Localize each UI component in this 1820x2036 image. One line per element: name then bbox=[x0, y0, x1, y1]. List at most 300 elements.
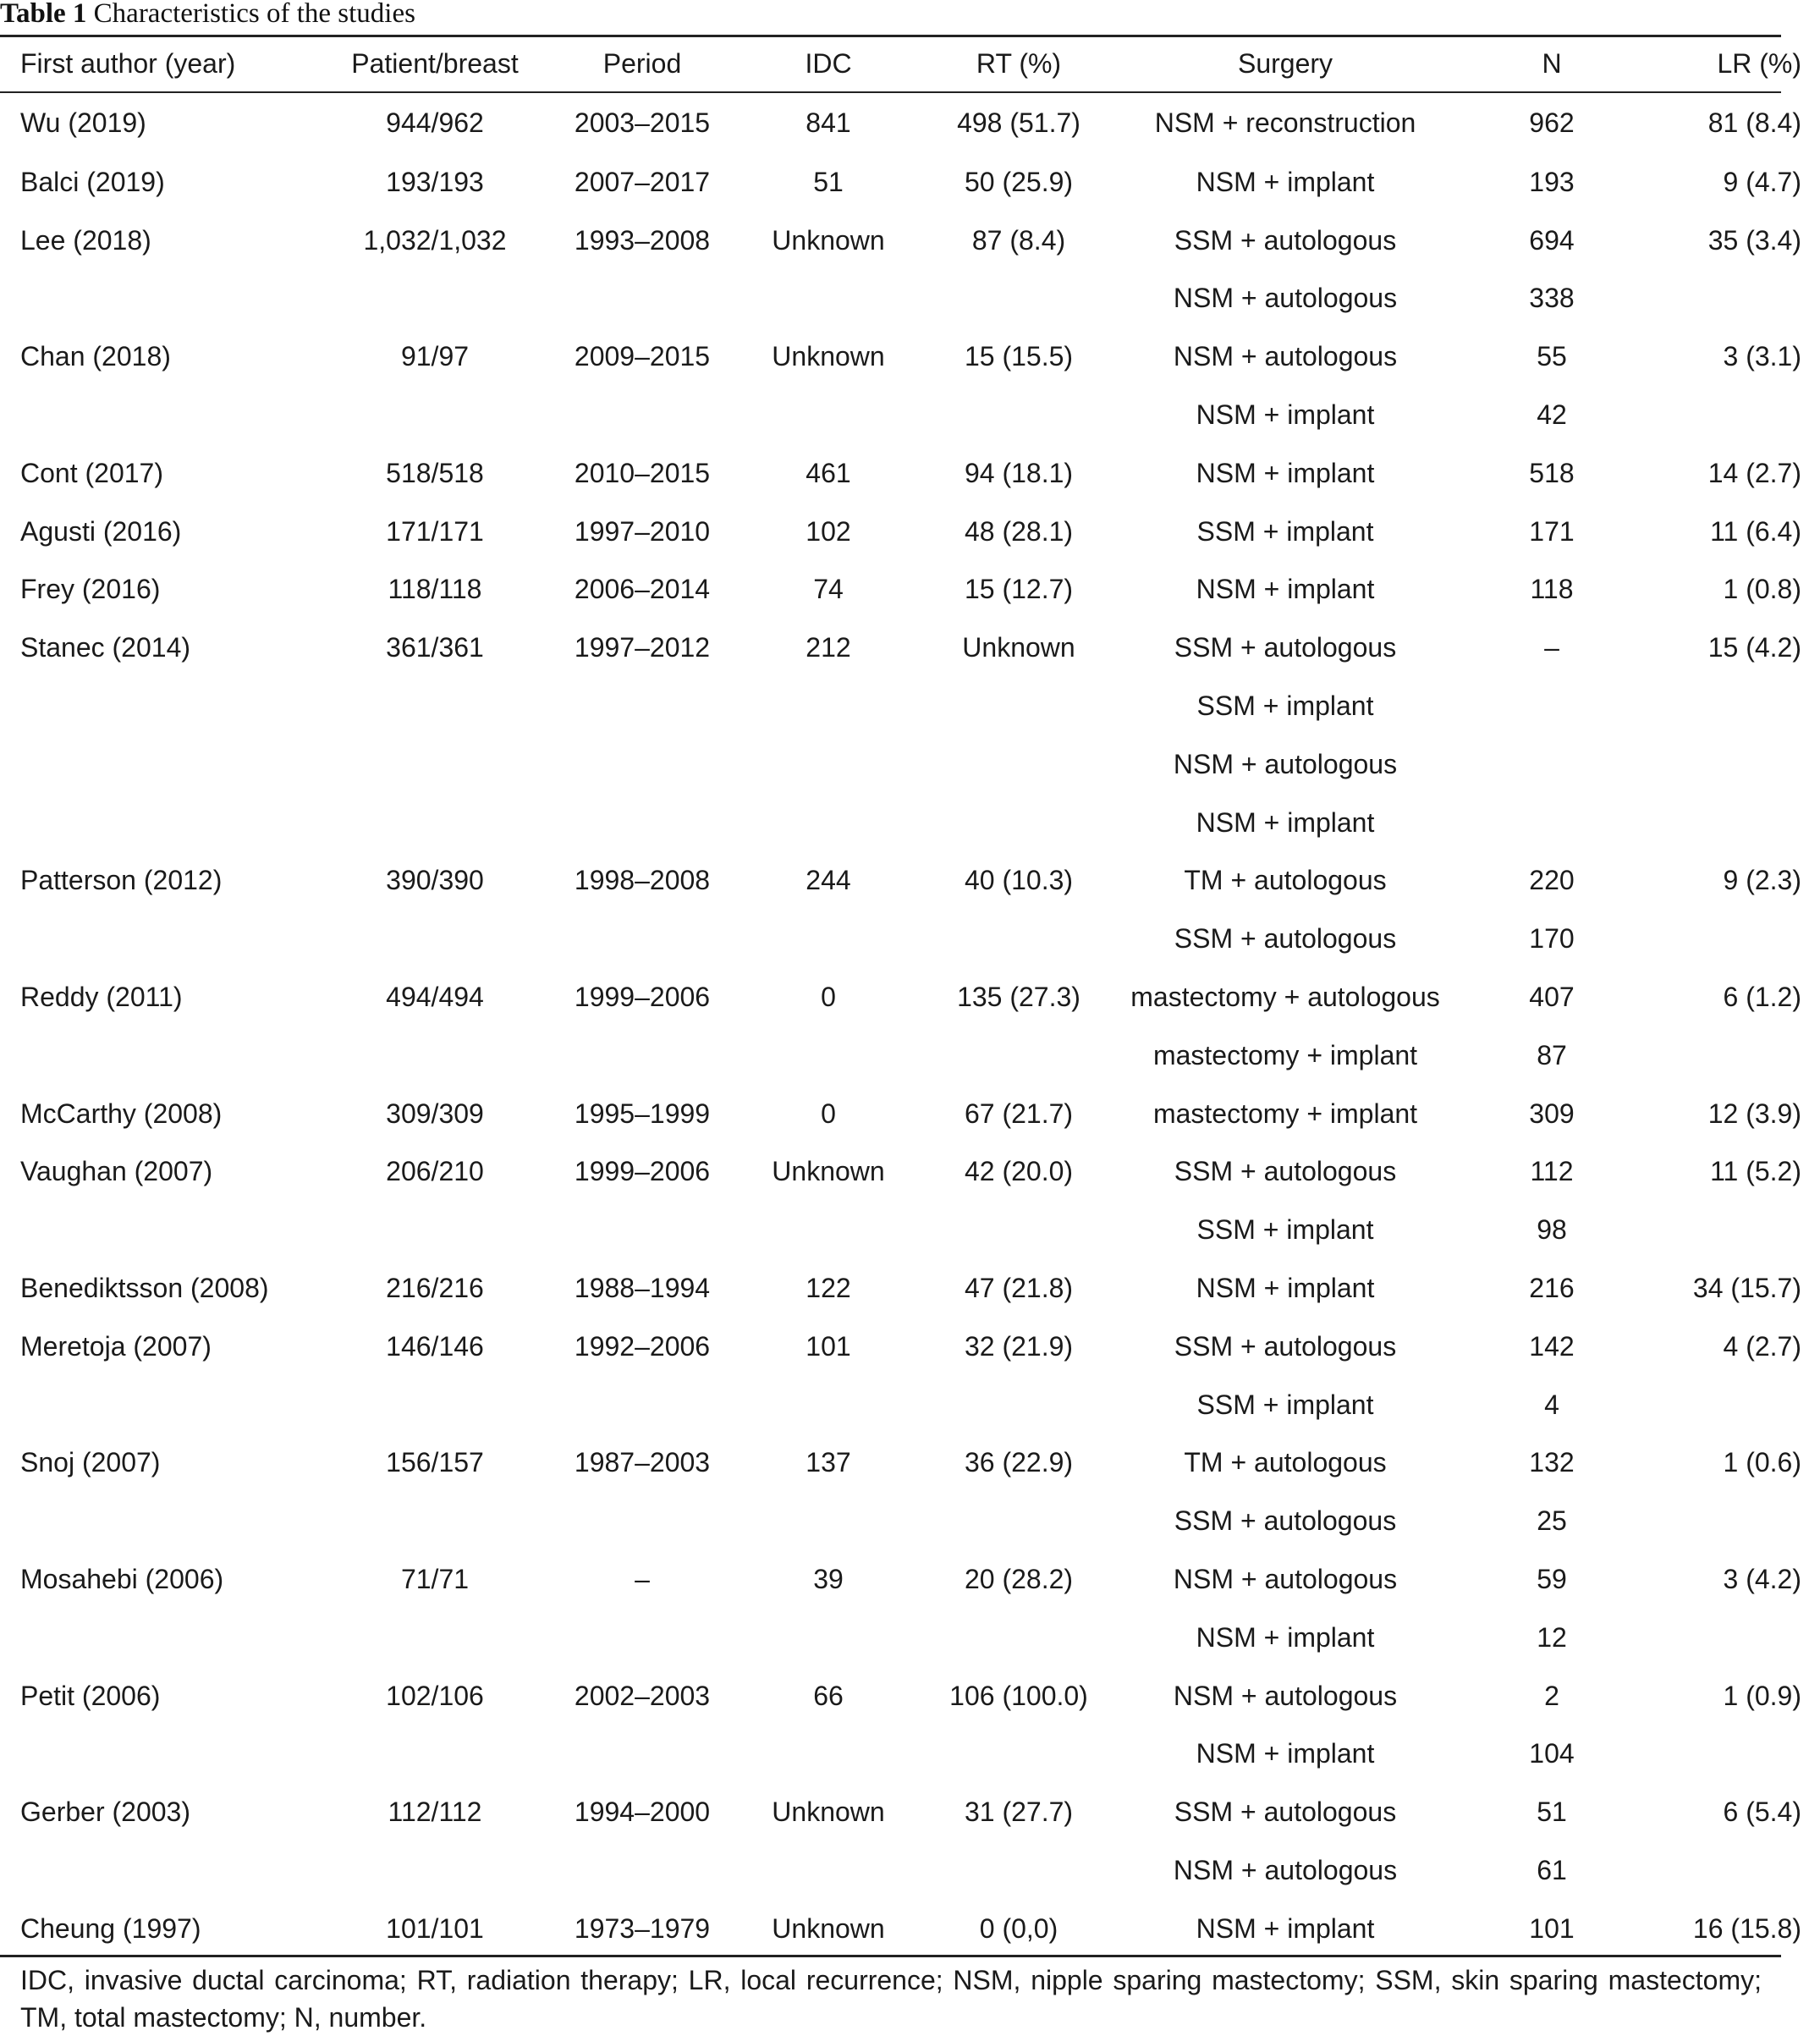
cell-surgery: SSM + implant bbox=[1196, 1389, 1374, 1420]
cell-rt bbox=[934, 794, 1103, 852]
cell-idc bbox=[723, 910, 934, 968]
cell-rt bbox=[934, 386, 1103, 444]
table-footnote: IDC, invasive ductal carcinoma; RT, radiation therapy; LR, local recurrence; NSM, nipple sparing mastectomy; SSM, skin sparing mastectomy; TM, total mastectomy; N, number. bbox=[20, 1965, 1762, 2033]
cell-lr bbox=[1636, 735, 1820, 794]
cell-patient-breast: 309/309 bbox=[386, 1098, 484, 1129]
cell-idc: Unknown bbox=[772, 1156, 885, 1187]
cell-period bbox=[562, 1841, 723, 1900]
cell-lr: 6 (5.4) bbox=[1723, 1797, 1801, 1828]
cell-lr: 16 (15.8) bbox=[1692, 1912, 1801, 1944]
cell-surgery: mastectomy + implant bbox=[1152, 1098, 1418, 1129]
cell-first-author: Lee (2018) bbox=[20, 224, 151, 256]
column-header-period: Period bbox=[602, 48, 682, 79]
cell-idc: Unknown bbox=[772, 1797, 885, 1828]
cell-n: 2 bbox=[1544, 1680, 1559, 1711]
cell-period bbox=[562, 1376, 723, 1434]
table-row bbox=[0, 153, 1820, 212]
cell-lr: 9 (2.3) bbox=[1723, 865, 1801, 896]
cell-period: 2002–2003 bbox=[574, 1680, 711, 1711]
cell-patient-breast: 171/171 bbox=[386, 515, 484, 547]
table-row bbox=[0, 968, 1820, 1026]
cell-lr: 6 (1.2) bbox=[1723, 982, 1801, 1013]
cell-idc bbox=[723, 677, 934, 735]
cell-rt: 87 (8.4) bbox=[971, 224, 1066, 256]
cell-n: 25 bbox=[1537, 1505, 1567, 1537]
cell-patient-breast: 206/210 bbox=[386, 1156, 484, 1187]
table-header-row bbox=[0, 36, 1820, 92]
cell-period: 1999–2006 bbox=[574, 982, 711, 1013]
cell-patient-breast: 193/193 bbox=[386, 166, 484, 197]
cell-lr: 9 (4.7) bbox=[1723, 166, 1801, 197]
column-header-surgery: Surgery bbox=[1237, 48, 1333, 79]
cell-surgery: SSM + autologous bbox=[1174, 1505, 1397, 1537]
cell-idc: 137 bbox=[806, 1447, 851, 1478]
column-header-n: N bbox=[1542, 48, 1562, 79]
table-row bbox=[0, 503, 1820, 561]
cell-first-author: Benediktsson (2008) bbox=[20, 1273, 269, 1304]
cell-patient-breast bbox=[308, 1201, 562, 1259]
table-row bbox=[0, 386, 1820, 444]
cell-rt: 48 (28.1) bbox=[964, 515, 1074, 547]
cell-surgery: NSM + implant bbox=[1196, 806, 1375, 838]
cell-rt: 0 (0,0) bbox=[979, 1912, 1058, 1944]
table-row bbox=[0, 1026, 1820, 1085]
cell-lr: 34 (15.7) bbox=[1692, 1273, 1801, 1304]
cell-period bbox=[562, 677, 723, 735]
cell-first-author bbox=[0, 386, 308, 444]
cell-period bbox=[562, 1201, 723, 1259]
table-row bbox=[0, 1900, 1820, 1958]
cell-n: 101 bbox=[1529, 1912, 1575, 1944]
cell-n: 962 bbox=[1529, 107, 1575, 138]
cell-rt: 47 (21.8) bbox=[964, 1273, 1074, 1304]
cell-surgery: NSM + implant bbox=[1196, 1273, 1375, 1304]
cell-surgery: SSM + autologous bbox=[1174, 632, 1397, 663]
column-header-patient-breast: Patient/breast bbox=[351, 48, 519, 79]
cell-lr bbox=[1636, 270, 1820, 328]
cell-period: 1994–2000 bbox=[574, 1797, 711, 1828]
cell-idc: 39 bbox=[813, 1564, 844, 1595]
cell-patient-breast: 944/962 bbox=[386, 107, 484, 138]
cell-n: 338 bbox=[1529, 283, 1575, 314]
cell-n: 59 bbox=[1537, 1564, 1567, 1595]
cell-patient-breast: 156/157 bbox=[386, 1447, 484, 1478]
cell-patient-breast: 101/101 bbox=[386, 1912, 484, 1944]
cell-rt bbox=[934, 910, 1103, 968]
cell-first-author: Petit (2006) bbox=[20, 1680, 161, 1711]
cell-idc: 0 bbox=[821, 1098, 836, 1129]
cell-first-author bbox=[0, 1492, 308, 1550]
cell-n: 87 bbox=[1537, 1039, 1567, 1070]
table-row bbox=[0, 561, 1820, 619]
cell-n bbox=[1467, 677, 1636, 735]
cell-idc: 0 bbox=[821, 982, 836, 1013]
table-row bbox=[0, 852, 1820, 911]
cell-patient-breast: 102/106 bbox=[386, 1680, 484, 1711]
cell-n: 142 bbox=[1529, 1330, 1575, 1362]
cell-patient-breast bbox=[308, 270, 562, 328]
cell-surgery: SSM + autologous bbox=[1174, 1156, 1397, 1187]
cell-rt: 31 (27.7) bbox=[964, 1797, 1074, 1828]
cell-period: 1988–1994 bbox=[574, 1273, 711, 1304]
cell-lr bbox=[1636, 1841, 1820, 1900]
cell-first-author: Meretoja (2007) bbox=[20, 1330, 212, 1362]
cell-n: 55 bbox=[1537, 341, 1567, 372]
cell-first-author bbox=[0, 1201, 308, 1259]
cell-period bbox=[562, 910, 723, 968]
cell-n: 104 bbox=[1529, 1738, 1575, 1769]
cell-period bbox=[562, 386, 723, 444]
cell-surgery: NSM + autologous bbox=[1173, 1564, 1398, 1595]
cell-rt: 40 (10.3) bbox=[964, 865, 1074, 896]
cell-idc bbox=[723, 1492, 934, 1550]
cell-rt: 42 (20.0) bbox=[964, 1156, 1074, 1187]
cell-idc: 212 bbox=[806, 632, 851, 663]
cell-patient-breast bbox=[308, 677, 562, 735]
cell-n: 407 bbox=[1529, 982, 1575, 1013]
cell-rt bbox=[934, 1841, 1103, 1900]
cell-idc: Unknown bbox=[772, 341, 885, 372]
cell-patient-breast bbox=[308, 1841, 562, 1900]
cell-rt bbox=[934, 1725, 1103, 1784]
cell-rt: 15 (12.7) bbox=[964, 574, 1074, 605]
cell-surgery: NSM + implant bbox=[1196, 399, 1375, 431]
cell-surgery: TM + autologous bbox=[1184, 1447, 1387, 1478]
cell-n: 216 bbox=[1529, 1273, 1575, 1304]
cell-period: 1992–2006 bbox=[574, 1330, 711, 1362]
table-row bbox=[0, 327, 1820, 386]
cell-patient-breast bbox=[308, 1492, 562, 1550]
cell-surgery: NSM + implant bbox=[1196, 1912, 1375, 1944]
cell-n: 112 bbox=[1530, 1156, 1574, 1187]
cell-n: 171 bbox=[1529, 515, 1575, 547]
cell-patient-breast: 494/494 bbox=[386, 982, 484, 1013]
cell-n: 309 bbox=[1529, 1098, 1575, 1129]
cell-first-author bbox=[0, 1376, 308, 1434]
cell-patient-breast: 118/118 bbox=[388, 574, 482, 605]
cell-first-author: Wu (2019) bbox=[20, 107, 146, 138]
cell-rt: 50 (25.9) bbox=[964, 166, 1074, 197]
cell-first-author: Mosahebi (2006) bbox=[20, 1564, 224, 1595]
cell-lr bbox=[1636, 1725, 1820, 1784]
cell-period: 1993–2008 bbox=[574, 224, 711, 256]
cell-n: 118 bbox=[1530, 574, 1574, 605]
cell-idc bbox=[723, 1201, 934, 1259]
cell-period bbox=[562, 735, 723, 794]
cell-period: – bbox=[635, 1564, 650, 1595]
cell-first-author: Snoj (2007) bbox=[20, 1447, 161, 1478]
cell-surgery: mastectomy + implant bbox=[1152, 1039, 1418, 1070]
cell-period bbox=[562, 1609, 723, 1667]
cell-surgery: NSM + autologous bbox=[1173, 283, 1398, 314]
cell-period: 2007–2017 bbox=[574, 166, 711, 197]
cell-idc bbox=[723, 1026, 934, 1085]
cell-period: 1973–1979 bbox=[574, 1912, 711, 1944]
table-row bbox=[0, 444, 1820, 503]
cell-first-author: Stanec (2014) bbox=[20, 632, 191, 663]
cell-lr bbox=[1636, 386, 1820, 444]
cell-period: 1995–1999 bbox=[574, 1098, 711, 1129]
cell-n: 170 bbox=[1529, 923, 1575, 955]
cell-rt: 67 (21.7) bbox=[964, 1098, 1074, 1129]
cell-n: 193 bbox=[1529, 166, 1575, 197]
cell-lr: 15 (4.2) bbox=[1707, 632, 1801, 663]
cell-idc bbox=[723, 386, 934, 444]
cell-rt bbox=[934, 677, 1103, 735]
cell-rt bbox=[934, 270, 1103, 328]
table-row bbox=[0, 1609, 1820, 1667]
cell-lr: 4 (2.7) bbox=[1723, 1330, 1801, 1362]
cell-period: 1998–2008 bbox=[574, 865, 711, 896]
table-title: Characteristics of the studies bbox=[93, 0, 415, 29]
cell-lr: 3 (4.2) bbox=[1723, 1564, 1801, 1595]
cell-first-author bbox=[0, 270, 308, 328]
cell-surgery: NSM + implant bbox=[1196, 166, 1375, 197]
cell-first-author bbox=[0, 1725, 308, 1784]
cell-period bbox=[562, 1725, 723, 1784]
cell-surgery: NSM + autologous bbox=[1173, 341, 1398, 372]
cell-rt bbox=[934, 735, 1103, 794]
cell-n: 220 bbox=[1529, 865, 1575, 896]
cell-idc: 122 bbox=[806, 1273, 851, 1304]
cell-surgery: NSM + autologous bbox=[1173, 1855, 1398, 1885]
cell-first-author bbox=[0, 910, 308, 968]
cell-n: 4 bbox=[1544, 1389, 1559, 1420]
cell-rt: 36 (22.9) bbox=[964, 1447, 1074, 1478]
cell-lr bbox=[1636, 1609, 1820, 1667]
cell-first-author: Gerber (2003) bbox=[20, 1797, 190, 1828]
cell-idc: 244 bbox=[806, 865, 851, 896]
cell-n: – bbox=[1544, 632, 1559, 663]
table-row bbox=[0, 92, 1820, 153]
cell-rt: 135 (27.3) bbox=[957, 982, 1080, 1013]
table-row bbox=[0, 270, 1820, 328]
cell-surgery: NSM + autologous bbox=[1173, 748, 1398, 779]
cell-idc bbox=[723, 735, 934, 794]
cell-lr bbox=[1636, 794, 1820, 852]
cell-lr: 11 (5.2) bbox=[1710, 1156, 1801, 1187]
cell-first-author bbox=[0, 1026, 308, 1085]
cell-lr: 3 (3.1) bbox=[1723, 341, 1801, 372]
cell-period bbox=[562, 1492, 723, 1550]
cell-lr: 11 (6.4) bbox=[1710, 515, 1801, 547]
cell-n bbox=[1467, 794, 1636, 852]
cell-period: 2010–2015 bbox=[574, 457, 711, 488]
studies-table bbox=[0, 36, 1820, 1958]
table-row bbox=[0, 1667, 1820, 1725]
cell-patient-breast bbox=[308, 1725, 562, 1784]
cell-lr bbox=[1636, 1492, 1820, 1550]
cell-rt: 20 (28.2) bbox=[964, 1564, 1074, 1595]
column-header-first-author: First author (year) bbox=[20, 48, 236, 79]
cell-rt: 15 (15.5) bbox=[964, 341, 1074, 372]
cell-surgery: SSM + implant bbox=[1196, 515, 1374, 547]
cell-lr bbox=[1636, 1376, 1820, 1434]
cell-period: 1987–2003 bbox=[574, 1447, 711, 1478]
table-row bbox=[0, 1085, 1820, 1143]
cell-idc: Unknown bbox=[772, 224, 885, 256]
cell-idc: 74 bbox=[813, 574, 844, 605]
cell-lr: 1 (0.9) bbox=[1723, 1680, 1801, 1711]
cell-surgery: SSM + implant bbox=[1196, 691, 1374, 722]
cell-rt: Unknown bbox=[962, 632, 1075, 663]
cell-patient-breast: 518/518 bbox=[386, 457, 484, 488]
cell-period: 1997–2010 bbox=[574, 515, 711, 547]
cell-first-author bbox=[0, 1841, 308, 1900]
cell-first-author: Patterson (2012) bbox=[20, 865, 223, 896]
cell-first-author: Frey (2016) bbox=[20, 574, 161, 605]
cell-surgery: NSM + implant bbox=[1196, 574, 1375, 605]
cell-period: 1999–2006 bbox=[574, 1156, 711, 1187]
cell-n: 518 bbox=[1529, 457, 1575, 488]
cell-n: 42 bbox=[1537, 399, 1567, 431]
table-caption bbox=[0, 0, 415, 32]
cell-idc: 102 bbox=[806, 515, 851, 547]
cell-surgery: NSM + implant bbox=[1196, 1738, 1375, 1769]
cell-lr bbox=[1636, 1026, 1820, 1085]
cell-idc: 461 bbox=[806, 457, 851, 488]
cell-first-author bbox=[0, 677, 308, 735]
cell-rt: 32 (21.9) bbox=[964, 1330, 1074, 1362]
cell-rt bbox=[934, 1492, 1103, 1550]
cell-rt: 94 (18.1) bbox=[964, 457, 1074, 488]
cell-n: 51 bbox=[1537, 1797, 1567, 1828]
cell-n: 694 bbox=[1529, 224, 1575, 256]
table-row bbox=[0, 677, 1820, 735]
column-header-rt: RT (%) bbox=[976, 48, 1062, 79]
table-row bbox=[0, 910, 1820, 968]
cell-period bbox=[562, 1026, 723, 1085]
cell-rt bbox=[934, 1026, 1103, 1085]
table-row bbox=[0, 1783, 1820, 1841]
cell-surgery: NSM + autologous bbox=[1173, 1680, 1398, 1711]
cell-lr: 81 (8.4) bbox=[1707, 107, 1801, 138]
cell-patient-breast bbox=[308, 910, 562, 968]
cell-period bbox=[562, 270, 723, 328]
cell-surgery: SSM + autologous bbox=[1174, 1797, 1397, 1828]
table-row bbox=[0, 1143, 1820, 1202]
cell-surgery: NSM + reconstruction bbox=[1154, 107, 1416, 138]
table-row bbox=[0, 794, 1820, 852]
cell-first-author: Agusti (2016) bbox=[20, 515, 182, 547]
cell-n bbox=[1467, 735, 1636, 794]
cell-first-author: Chan (2018) bbox=[20, 341, 171, 372]
column-header-idc: IDC bbox=[805, 48, 852, 79]
table-row bbox=[0, 1841, 1820, 1900]
cell-first-author: Reddy (2011) bbox=[20, 982, 183, 1013]
cell-patient-breast bbox=[308, 1609, 562, 1667]
cell-patient-breast: 146/146 bbox=[386, 1330, 484, 1362]
cell-surgery: SSM + autologous bbox=[1174, 224, 1397, 256]
cell-patient-breast: 112/112 bbox=[388, 1797, 482, 1828]
cell-n: 61 bbox=[1537, 1855, 1567, 1885]
cell-period: 1997–2012 bbox=[574, 632, 711, 663]
cell-first-author: Cont (2017) bbox=[20, 457, 163, 488]
cell-patient-breast: 71/71 bbox=[400, 1564, 470, 1595]
cell-lr: 35 (3.4) bbox=[1707, 224, 1801, 256]
cell-idc: 101 bbox=[806, 1330, 851, 1362]
cell-first-author bbox=[0, 1609, 308, 1667]
cell-period: 2003–2015 bbox=[574, 107, 711, 138]
cell-patient-breast bbox=[308, 735, 562, 794]
cell-rt: 498 (51.7) bbox=[957, 107, 1080, 138]
cell-lr bbox=[1636, 677, 1820, 735]
table-row bbox=[0, 212, 1820, 270]
table-row bbox=[0, 1259, 1820, 1318]
table-row bbox=[0, 735, 1820, 794]
table-row bbox=[0, 1492, 1820, 1550]
cell-surgery: SSM + implant bbox=[1196, 1214, 1374, 1246]
cell-patient-breast bbox=[308, 386, 562, 444]
cell-lr bbox=[1636, 910, 1820, 968]
cell-surgery: NSM + implant bbox=[1196, 1621, 1375, 1653]
cell-lr: 12 (3.9) bbox=[1707, 1098, 1801, 1129]
cell-lr: 1 (0.8) bbox=[1723, 574, 1801, 605]
table-row bbox=[0, 1376, 1820, 1434]
cell-surgery: SSM + autologous bbox=[1174, 923, 1397, 955]
table-row bbox=[0, 1201, 1820, 1259]
cell-patient-breast bbox=[308, 794, 562, 852]
cell-lr: 14 (2.7) bbox=[1707, 457, 1801, 488]
cell-patient-breast: 91/97 bbox=[400, 341, 470, 372]
cell-idc: Unknown bbox=[772, 1912, 885, 1944]
table-row bbox=[0, 1318, 1820, 1376]
cell-lr: 1 (0.6) bbox=[1723, 1447, 1801, 1478]
table-body bbox=[0, 92, 1820, 1958]
cell-period bbox=[562, 794, 723, 852]
cell-patient-breast: 216/216 bbox=[386, 1273, 484, 1304]
cell-first-author bbox=[0, 794, 308, 852]
cell-idc: 841 bbox=[806, 107, 851, 138]
cell-idc bbox=[723, 1376, 934, 1434]
cell-period: 2006–2014 bbox=[574, 574, 711, 605]
cell-n: 12 bbox=[1537, 1621, 1567, 1653]
cell-idc: 66 bbox=[813, 1680, 844, 1711]
cell-rt bbox=[934, 1376, 1103, 1434]
cell-patient-breast: 390/390 bbox=[386, 865, 484, 896]
cell-rt bbox=[934, 1201, 1103, 1259]
table-label: Table 1 bbox=[0, 0, 87, 29]
table-row bbox=[0, 1725, 1820, 1784]
cell-n: 98 bbox=[1537, 1214, 1567, 1246]
table-row bbox=[0, 1434, 1820, 1493]
cell-first-author: Vaughan (2007) bbox=[20, 1156, 213, 1187]
cell-patient-breast bbox=[308, 1026, 562, 1085]
cell-rt bbox=[934, 1609, 1103, 1667]
cell-patient-breast bbox=[308, 1376, 562, 1434]
cell-surgery: mastectomy + autologous bbox=[1130, 982, 1440, 1013]
column-header-lr: LR (%) bbox=[1717, 48, 1801, 79]
cell-surgery: TM + autologous bbox=[1184, 865, 1387, 896]
cell-patient-breast: 1,032/1,032 bbox=[363, 224, 507, 256]
cell-n: 132 bbox=[1529, 1447, 1575, 1478]
cell-lr bbox=[1636, 1201, 1820, 1259]
cell-rt: 106 (100.0) bbox=[949, 1680, 1088, 1711]
cell-period: 2009–2015 bbox=[574, 341, 711, 372]
cell-idc: 51 bbox=[813, 166, 844, 197]
table-row bbox=[0, 619, 1820, 677]
cell-idc bbox=[723, 1725, 934, 1784]
cell-idc bbox=[723, 1841, 934, 1900]
cell-first-author: McCarthy (2008) bbox=[20, 1098, 223, 1129]
cell-first-author: Cheung (1997) bbox=[20, 1912, 201, 1944]
cell-first-author bbox=[0, 735, 308, 794]
cell-patient-breast: 361/361 bbox=[386, 632, 484, 663]
cell-idc bbox=[723, 794, 934, 852]
cell-idc bbox=[723, 270, 934, 328]
cell-surgery: SSM + autologous bbox=[1174, 1330, 1397, 1362]
cell-first-author: Balci (2019) bbox=[20, 166, 165, 197]
